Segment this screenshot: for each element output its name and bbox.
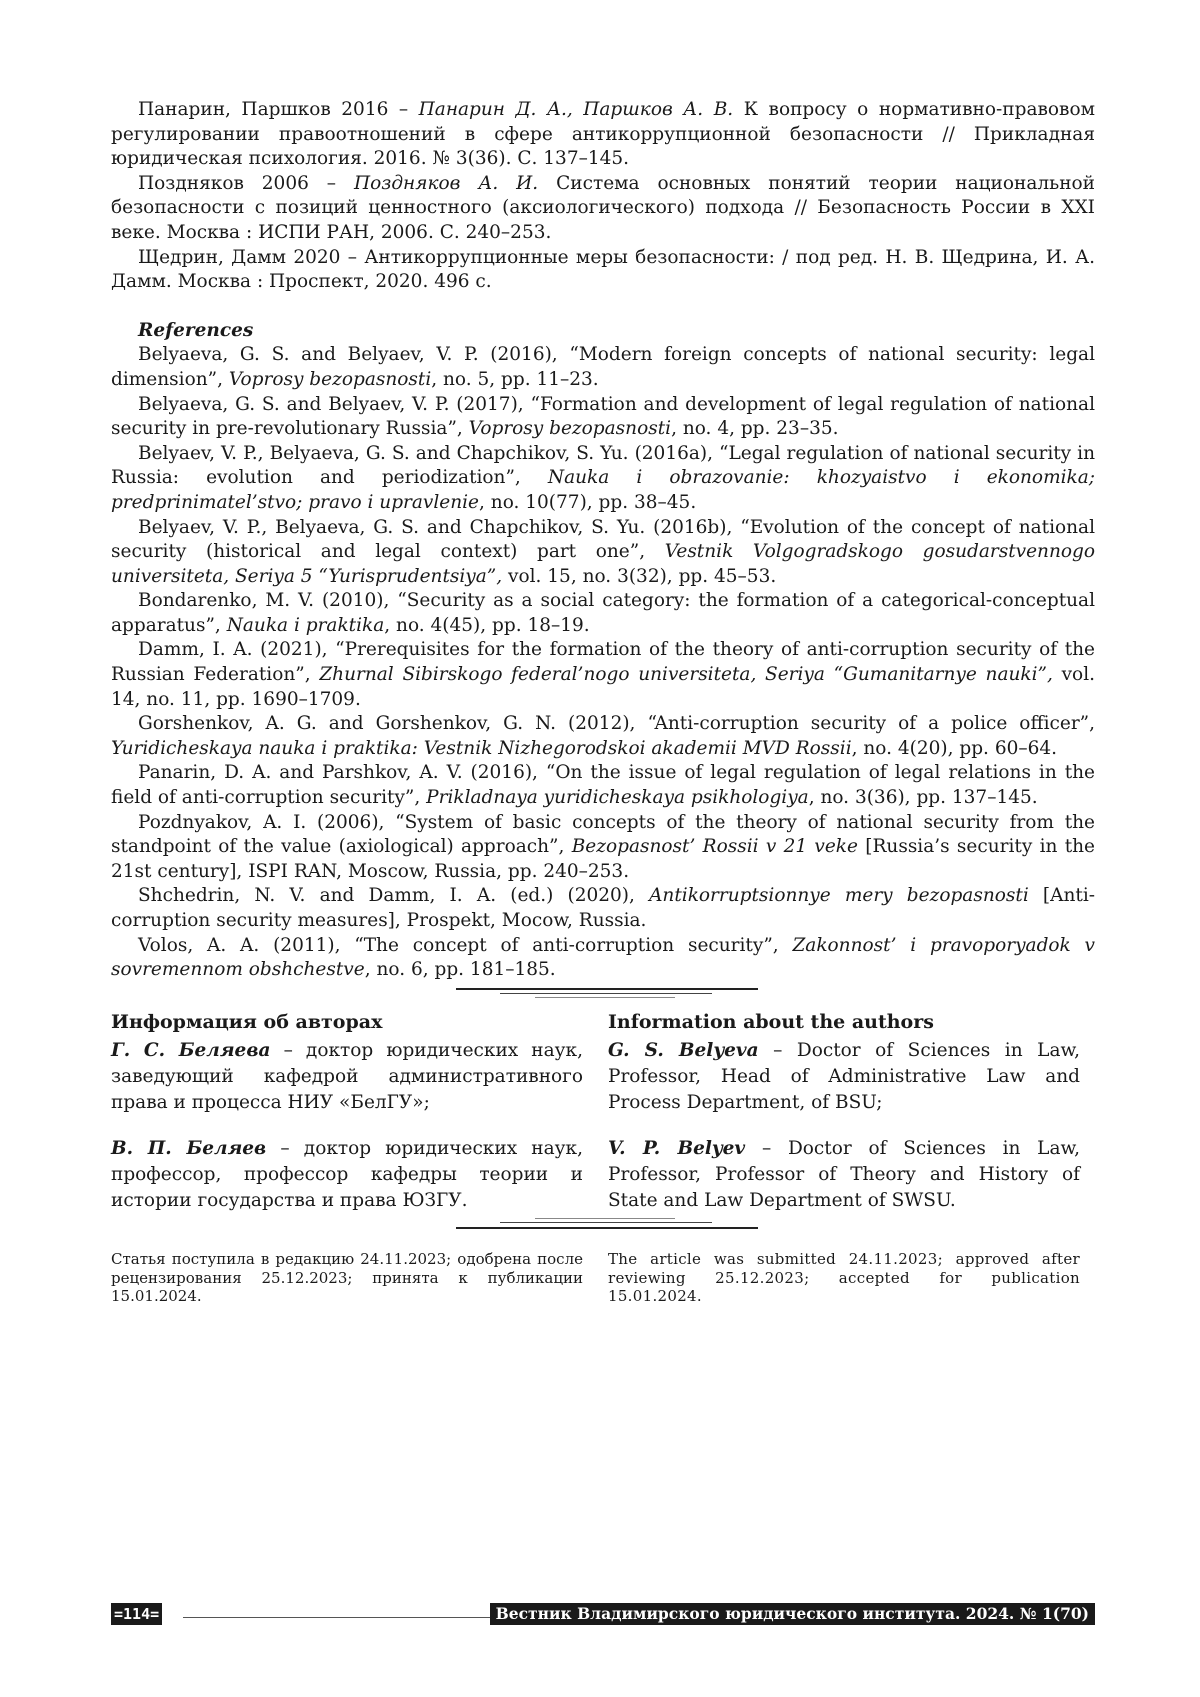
ref-en-1: Belyaeva, G. S. and Belyaev, V. P. (2016), “Modern foreign concepts of national security: legal dimension”, Voprosy bezopasnosti, no. 5, pp. 11–23. bbox=[111, 344, 1095, 390]
ref-en-10: Shchedrin, N. V. and Damm, I. A. (ed.) (2020), Antikorruptsionnye mery bezopasnosti [Anti-corruption security measures], Prospekt, Mocow, Russia. bbox=[111, 885, 1095, 931]
submission-dates-en: The article was submitted 24.11.2023; approved after reviewing 25.12.2023; accepted for publication 15.01.2024. bbox=[608, 1250, 1080, 1305]
author-2-ru: В. П. Беляев – доктор юридических наук, профессор, профессор кафедры теории и истории государства и права ЮЗГУ. bbox=[111, 1138, 583, 1211]
ref-en-2: Belyaeva, G. S. and Belyaev, V. P. (2017), “Formation and development of legal regulation of national security in pre-revolutionary Russia”, Voprosy bezopasnosti, no. 4, pp. 23–35. bbox=[111, 393, 1095, 440]
references-title: References bbox=[138, 319, 254, 341]
ref-en-3: Belyaev, V. P., Belyaeva, G. S. and Chapchikov, S. Yu. (2016a), “Legal regulation of national security in Russia: evolution and periodization”, Nauka i obrazovanie: khozyaistvo i ekonomika; predprinimatel’stvo; pravo i upravlenie, no. 10(77), pp. 38–45. bbox=[111, 442, 1096, 513]
authors-info-en bbox=[608, 1010, 1080, 1234]
ref-ru-3: Щедрин, Дамм 2020 – Антикоррупционные меры безопасности: / под ред. Н. В. Щедрина, И. А. Дамм. Москва : Проспект, 2020. 496 с. bbox=[111, 246, 1095, 293]
ref-ru-2: Поздняков 2006 – Поздняков А. И. Система основных понятий теории национальной безопасности с позиций ценностного (аксиологического) подхода // Безопасность России в XXI веке. Москва : ИСПИ РАН, 2006. С. 240–253. bbox=[111, 172, 1096, 243]
ref-en-7: Gorshenkov, A. G. and Gorshenkov, G. N. (2012), “Anti-corruption security of a police officer”, Yuridicheskaya nauka i praktika: Vestnik Nizhegorodskoi akademii MVD Rossii, no. 4(20), pp. 60–64. bbox=[111, 713, 1095, 759]
author-1-en: G. S. Belyeva – Doctor of Sciences in Law, Professor, Head of Administrative Law and Process Department, of BSU; bbox=[608, 1040, 1080, 1113]
ref-ru-1: Панарин, Паршков 2016 – Панарин Д. А., Паршков А. В. К вопросу о нормативно-правовом регулировании правоотношений в сфере антикоррупционной безопасности // Прикладная юридическая психология. 2016. № 3(36). С. 137–145. bbox=[111, 99, 1095, 170]
authors-title-ru: Информация об авторах bbox=[111, 1011, 383, 1033]
journal-title: Вестник Владимирского юридического института. 2024. № 1(70) bbox=[490, 1603, 1095, 1625]
ref-en-8: Panarin, D. A. and Parshkov, A. V. (2016), “On the issue of legal regulation of legal relations in the field of anti-corruption security”, Prikladnaya yuridicheskaya psikhologiya, no. 3(36), pp. 137–145. bbox=[111, 762, 1095, 809]
footer-rule bbox=[183, 1617, 513, 1618]
references-block bbox=[111, 98, 1095, 983]
ref-en-4: Belyaev, V. P., Belyaeva, G. S. and Chapchikov, S. Yu. (2016b), “Evolution of the concept of national security (historical and legal context) part one”, Vestnik Volgogradskogo gosudarstvennogo universiteta, Seriya 5 “Yurisprudentsiya”, vol. 15, no. 3(32), pp. 45–53. bbox=[111, 516, 1095, 587]
author-1-ru: Г. С. Беляева – доктор юридических наук, заведующий кафедрой административного права и процесса НИУ «БелГУ»; bbox=[111, 1040, 583, 1113]
page-number: =114= bbox=[111, 1603, 162, 1625]
page-footer bbox=[111, 1603, 1095, 1625]
authors-info-ru bbox=[111, 1010, 583, 1234]
submission-dates-ru: Статья поступила в редакцию 24.11.2023; одобрена после рецензирования 25.12.2023; принята к публикации 15.01.2024. bbox=[111, 1250, 583, 1305]
ref-en-9: Pozdnyakov, A. I. (2006), “System of basic concepts of the theory of national security from the standpoint of the value (axiological) approach”, Bezopasnost’ Rossii v 21 veke [Russia’s security in the 21st century], ISPI RAN, Moscow, Russia, pp. 240–253. bbox=[111, 811, 1096, 882]
ref-en-11: Volos, A. A. (2011), “The concept of anti-corruption security”, Zakonnost’ i pravoporyadok v sovremennom obshchestve, no. 6, pp. 181–185. bbox=[111, 934, 1095, 981]
ref-en-6: Damm, I. A. (2021), “Prerequisites for the formation of the theory of anti-corruption security of the Russian Federation”, Zhurnal Sibirskogo federal’nogo universiteta, Seriya “Gumanitarnye nauki”, vol. 14, no. 11, pp. 1690–1709. bbox=[111, 639, 1095, 710]
ref-en-5: Bondarenko, M. V. (2010), “Security as a social category: the formation of a categorical-conceptual apparatus”, Nauka i praktika, no. 4(45), pp. 18–19. bbox=[111, 590, 1095, 636]
author-2-en: V. P. Belyev – Doctor of Sciences in Law, Professor, Professor of Theory and History of State and Law Department of SWSU. bbox=[608, 1138, 1080, 1211]
authors-title-en: Information about the authors bbox=[608, 1011, 934, 1033]
